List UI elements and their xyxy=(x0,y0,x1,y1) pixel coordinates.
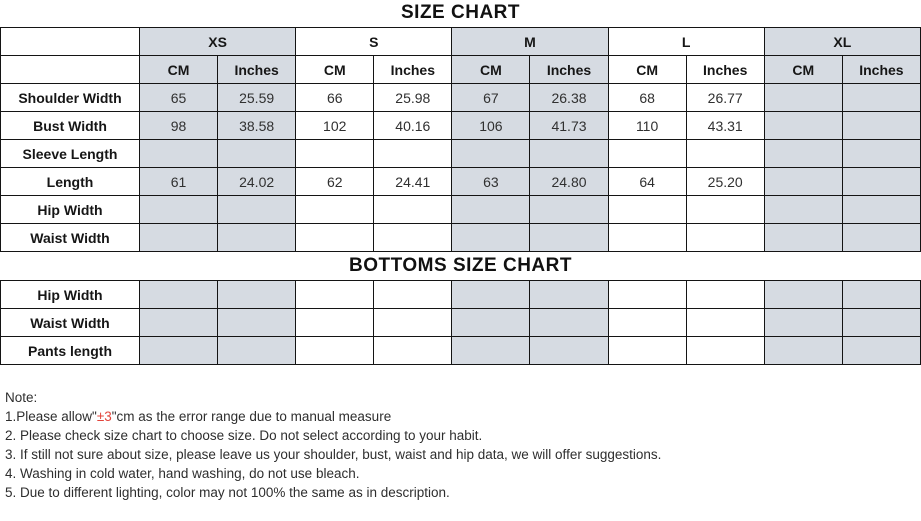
tops-row xyxy=(1,140,921,168)
unit-header-cm: CM xyxy=(764,56,842,84)
bottoms-row xyxy=(1,309,921,337)
unit-header-inches: Inches xyxy=(374,56,452,84)
value-cell xyxy=(140,140,218,168)
note-text: 2. Please check size chart to choose size. Do not select according to your habit. xyxy=(5,428,483,443)
unit-header-cm: CM xyxy=(296,56,374,84)
value-cell xyxy=(842,84,920,112)
value-cell xyxy=(530,196,608,224)
note-text: 5. Due to different lighting, color may not 100% the same as in description. xyxy=(5,485,450,500)
unit-header-row xyxy=(1,56,921,84)
value-cell: 110 xyxy=(608,112,686,140)
value-cell xyxy=(374,196,452,224)
value-cell xyxy=(530,224,608,252)
notes-list xyxy=(5,407,921,502)
unit-header-cm: CM xyxy=(608,56,686,84)
value-cell: 25.98 xyxy=(374,84,452,112)
value-cell xyxy=(452,281,530,309)
tops-row xyxy=(1,112,921,140)
value-cell xyxy=(140,337,218,365)
value-cell: 68 xyxy=(608,84,686,112)
value-cell: 61 xyxy=(140,168,218,196)
row-label-cell: Length xyxy=(1,168,140,196)
value-cell xyxy=(686,196,764,224)
value-cell xyxy=(218,140,296,168)
value-cell xyxy=(686,309,764,337)
value-cell: 106 xyxy=(452,112,530,140)
tops-size-chart-title: SIZE CHART xyxy=(401,2,520,23)
row-label-cell: Sleeve Length xyxy=(1,140,140,168)
value-cell xyxy=(374,337,452,365)
value-cell xyxy=(842,337,920,365)
unit-header-inches: Inches xyxy=(218,56,296,84)
value-cell xyxy=(764,84,842,112)
value-cell xyxy=(452,309,530,337)
corner-cell xyxy=(1,28,140,56)
row-label-cell: Hip Width xyxy=(1,281,140,309)
value-cell xyxy=(764,224,842,252)
unit-header-inches: Inches xyxy=(842,56,920,84)
value-cell xyxy=(764,140,842,168)
note-item xyxy=(5,483,921,502)
value-cell: 43.31 xyxy=(686,112,764,140)
size-group-header-l: L xyxy=(608,28,764,56)
value-cell xyxy=(374,281,452,309)
bottoms-size-table xyxy=(0,280,921,365)
value-cell xyxy=(296,309,374,337)
value-cell xyxy=(530,337,608,365)
unit-header-inches: Inches xyxy=(530,56,608,84)
note-highlight: ±3 xyxy=(96,409,112,424)
value-cell xyxy=(842,140,920,168)
notes-heading: Note: xyxy=(5,390,38,405)
tops-row xyxy=(1,84,921,112)
value-cell xyxy=(452,337,530,365)
note-item xyxy=(5,426,921,445)
value-cell xyxy=(608,281,686,309)
value-cell: 102 xyxy=(296,112,374,140)
size-group-header-row xyxy=(1,28,921,56)
value-cell xyxy=(842,309,920,337)
size-group-header-m: M xyxy=(452,28,608,56)
value-cell: 38.58 xyxy=(218,112,296,140)
corner-cell xyxy=(1,56,140,84)
value-cell xyxy=(764,168,842,196)
value-cell xyxy=(218,281,296,309)
note-text: 1.Please allow" xyxy=(5,409,97,424)
value-cell: 26.77 xyxy=(686,84,764,112)
value-cell xyxy=(452,224,530,252)
value-cell xyxy=(296,337,374,365)
value-cell: 26.38 xyxy=(530,84,608,112)
value-cell xyxy=(452,140,530,168)
value-cell: 41.73 xyxy=(530,112,608,140)
value-cell xyxy=(686,140,764,168)
row-label-cell: Bust Width xyxy=(1,112,140,140)
value-cell xyxy=(296,281,374,309)
value-cell xyxy=(530,309,608,337)
value-cell: 98 xyxy=(140,112,218,140)
value-cell: 25.20 xyxy=(686,168,764,196)
value-cell xyxy=(842,281,920,309)
tops-row xyxy=(1,168,921,196)
note-item xyxy=(5,445,921,464)
value-cell xyxy=(374,309,452,337)
size-group-header-s: S xyxy=(296,28,452,56)
value-cell: 40.16 xyxy=(374,112,452,140)
value-cell xyxy=(218,224,296,252)
bottoms-size-chart-title: BOTTOMS SIZE CHART xyxy=(349,255,572,276)
value-cell xyxy=(374,140,452,168)
value-cell: 25.59 xyxy=(218,84,296,112)
value-cell: 24.02 xyxy=(218,168,296,196)
value-cell: 65 xyxy=(140,84,218,112)
note-text: 3. If still not sure about size, please leave us your shoulder, bust, waist and hip data, we will offer suggestions. xyxy=(5,447,662,462)
value-cell xyxy=(686,224,764,252)
bottoms-row xyxy=(1,281,921,309)
notes-section xyxy=(0,388,921,502)
value-cell xyxy=(296,224,374,252)
value-cell xyxy=(608,224,686,252)
note-item xyxy=(5,407,921,426)
row-label-cell: Waist Width xyxy=(1,224,140,252)
value-cell xyxy=(296,140,374,168)
value-cell xyxy=(218,196,296,224)
value-cell xyxy=(608,309,686,337)
value-cell xyxy=(842,112,920,140)
value-cell: 24.80 xyxy=(530,168,608,196)
value-cell xyxy=(686,337,764,365)
value-cell xyxy=(764,196,842,224)
tops-row xyxy=(1,224,921,252)
value-cell xyxy=(842,196,920,224)
value-cell xyxy=(374,224,452,252)
value-cell xyxy=(686,281,764,309)
value-cell: 24.41 xyxy=(374,168,452,196)
value-cell xyxy=(608,337,686,365)
value-cell xyxy=(608,196,686,224)
value-cell xyxy=(764,309,842,337)
value-cell xyxy=(140,281,218,309)
value-cell xyxy=(218,337,296,365)
bottoms-row xyxy=(1,337,921,365)
value-cell xyxy=(842,224,920,252)
value-cell xyxy=(530,140,608,168)
value-cell xyxy=(140,196,218,224)
value-cell xyxy=(764,281,842,309)
value-cell xyxy=(764,112,842,140)
value-cell xyxy=(842,168,920,196)
row-label-cell: Hip Width xyxy=(1,196,140,224)
note-item xyxy=(5,464,921,483)
value-cell: 64 xyxy=(608,168,686,196)
value-cell xyxy=(140,309,218,337)
tops-size-table xyxy=(0,27,921,252)
value-cell xyxy=(530,281,608,309)
value-cell xyxy=(218,309,296,337)
value-cell xyxy=(452,196,530,224)
value-cell xyxy=(140,224,218,252)
value-cell: 66 xyxy=(296,84,374,112)
row-label-cell: Waist Width xyxy=(1,309,140,337)
value-cell xyxy=(764,337,842,365)
value-cell: 62 xyxy=(296,168,374,196)
tops-row xyxy=(1,196,921,224)
row-label-cell: Shoulder Width xyxy=(1,84,140,112)
size-group-header-xs: XS xyxy=(140,28,296,56)
value-cell xyxy=(608,140,686,168)
size-group-header-xl: XL xyxy=(764,28,920,56)
row-label-cell: Pants length xyxy=(1,337,140,365)
unit-header-cm: CM xyxy=(140,56,218,84)
note-text: 4. Washing in cold water, hand washing, do not use bleach. xyxy=(5,466,360,481)
value-cell xyxy=(296,196,374,224)
note-text: "cm as the error range due to manual measure xyxy=(111,409,392,424)
unit-header-inches: Inches xyxy=(686,56,764,84)
value-cell: 63 xyxy=(452,168,530,196)
unit-header-cm: CM xyxy=(452,56,530,84)
value-cell: 67 xyxy=(452,84,530,112)
